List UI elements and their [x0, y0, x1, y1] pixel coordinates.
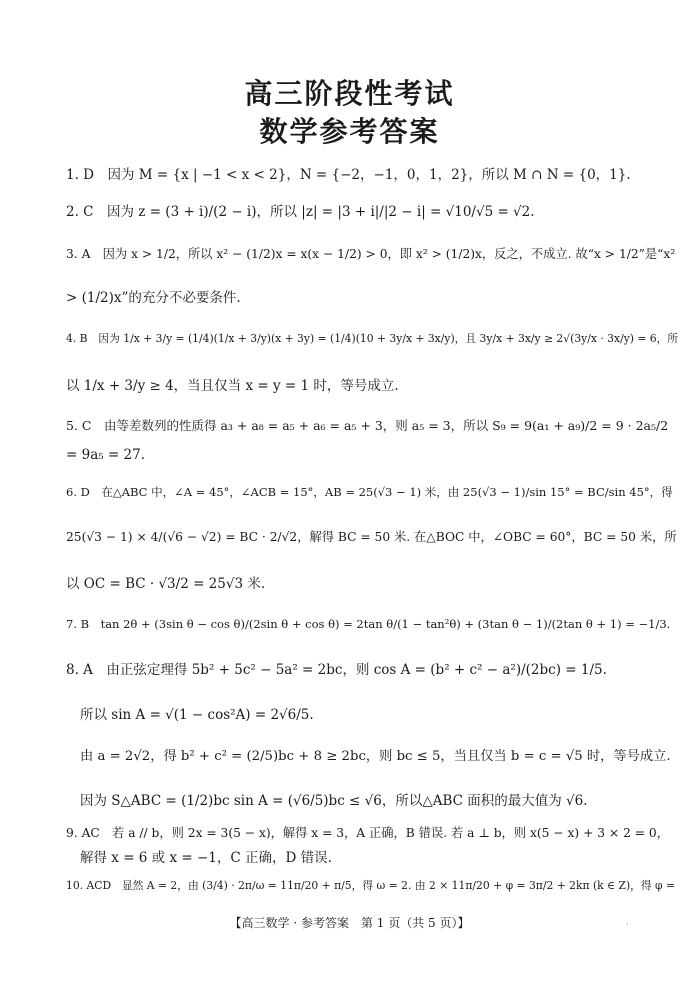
- answer-4: 4. B 因为 1/x + 3/y = (1/4)(1/x + 3/y)(x + 3y) = (1/4)(10 + 3y/x + 3x/y)，且 3y/x + 3x/y ≥ 2√(3y/x · 3x/y) = 6，所: [66, 332, 679, 345]
- answer-5: 5. C 由等差数列的性质得 a₃ + a₈ = a₅ + a₆ = a₅ + 3，则 a₅ = 3，所以 S₉ = 9(a₁ + a₉)/2 = 9 · 2a₅/2: [66, 418, 669, 433]
- answer-6-cont2: 以 OC = BC · √3/2 = 25√3 米.: [66, 576, 266, 592]
- answer-7: 7. B tan 2θ + (3sin θ − cos θ)/(2sin θ + cos θ) = 2tan θ/(1 − tan²θ) + (3tan θ − 1)/(2tan θ + 1) = −1/3.: [66, 617, 671, 631]
- answer-8: 8. A 由正弦定理得 5b² + 5c² − 5a² = 2bc，则 cos A = (b² + c² − a²)/(2bc) = 1/5.: [66, 662, 607, 678]
- answer-9-cont: 解得 x = 6 或 x = −1，C 正确，D 错误.: [80, 850, 332, 866]
- answer-10: 10. ACD 显然 A = 2，由 (3/4) · 2π/ω = 11π/20 + π/5，得 ω = 2. 由 2 × 11π/20 + φ = 3π/2 + 2kπ (k ∈ Z)，得 φ =: [66, 879, 676, 892]
- answer-2: 2. C 因为 z = (3 + i)/(2 − i)，所以 |z| = |3 + i|/|2 − i| = √10/√5 = √2.: [66, 204, 535, 220]
- answer-8-cont2: 由 a = 2√2，得 b² + c² = (2/5)bc + 8 ≥ 2bc，则 bc ≤ 5，当且仅当 b = c = √5 时，等号成立.: [80, 749, 671, 764]
- answer-4-cont: 以 1/x + 3/y ≥ 4，当且仅当 x = y = 1 时，等号成立.: [66, 378, 399, 394]
- answer-1: 1. D 因为 M = {x | −1 < x < 2}，N = {−2，−1，0，1，2}，所以 M ∩ N = {0，1}.: [66, 167, 631, 183]
- answer-6-cont1: 25(√3 − 1) × 4/(√6 − √2) = BC · 2/√2，解得 BC = 50 米. 在△BOC 中，∠OBC = 60°，BC = 50 米，所: [66, 530, 677, 544]
- answer-6: 6. D 在△ABC 中，∠A = 45°，∠ACB = 15°，AB = 25(√3 − 1) 米，由 25(√3 − 1)/sin 15° = BC/sin 45°，得: [66, 485, 673, 499]
- answer-9: 9. AC 若 a // b，则 2x = 3(5 − x)，解得 x = 3，A 正确，B 错误. 若 a ⊥ b，则 x(5 − x) + 3 × 2 = 0，: [66, 826, 669, 840]
- answer-3: 3. A 因为 x > 1/2，所以 x² − (1/2)x = x(x − 1/2) > 0，即 x² > (1/2)x，反之，不成立. 故“x > 1/2”是“x²: [66, 247, 676, 261]
- answer-8-cont1: 所以 sin A = √(1 − cos²A) = 2√6/5.: [80, 707, 314, 723]
- corner-mark: ·: [626, 920, 629, 930]
- answer-3-cont: > (1/2)x”的充分不必要条件.: [66, 290, 241, 306]
- page-subtitle: 数学参考答案: [259, 115, 440, 148]
- page-footer: 【高三数学 · 参考答案 第 1 页（共 5 页）】: [229, 916, 470, 930]
- answer-8-cont3: 因为 S△ABC = (1/2)bc sin A = (√6/5)bc ≤ √6，所以△ABC 面积的最大值为 √6.: [80, 793, 588, 809]
- page-title: 高三阶段性考试: [244, 77, 455, 110]
- answer-5-cont: = 9a₅ = 27.: [66, 447, 146, 463]
